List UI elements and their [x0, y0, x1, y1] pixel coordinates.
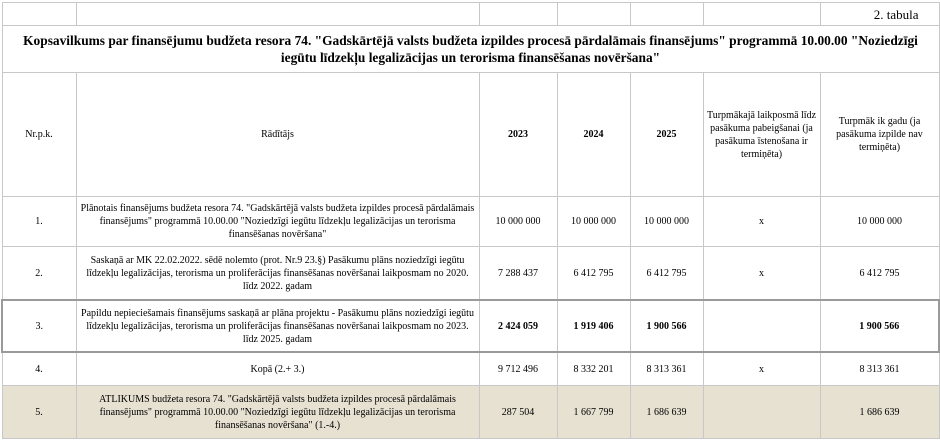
- row-until-end: x: [703, 352, 820, 386]
- header-until-end: Turpmākajā laikposmā līdz pasākuma pabeigšanai (ja pasākuma īstenošana ir termiņēta): [703, 73, 820, 197]
- row-2023: 7 288 437: [479, 247, 557, 301]
- row-2025: 8 313 361: [630, 352, 703, 386]
- row-2024: 1 667 799: [557, 386, 630, 439]
- row-2025: 10 000 000: [630, 197, 703, 247]
- row-annual: 6 412 795: [820, 247, 939, 301]
- row-until-end: [703, 300, 820, 352]
- row-nr: 4.: [2, 352, 76, 386]
- row-2025: 1 900 566: [630, 300, 703, 352]
- row-nr: 5.: [2, 386, 76, 439]
- row-annual: 8 313 361: [820, 352, 939, 386]
- row-until-end: [703, 386, 820, 439]
- row-2024: 6 412 795: [557, 247, 630, 301]
- table-row: [2, 352, 939, 386]
- table-label-row: [2, 3, 939, 26]
- table-row: [2, 300, 939, 352]
- table-label: 2. tabula: [820, 3, 939, 26]
- row-2023: 9 712 496: [479, 352, 557, 386]
- row-annual: 1 900 566: [820, 300, 939, 352]
- table-row: [2, 247, 939, 301]
- table-row: [2, 386, 939, 439]
- header-nr: Nr.p.k.: [2, 73, 76, 197]
- row-until-end: x: [703, 197, 820, 247]
- row-until-end: x: [703, 247, 820, 301]
- table-title: Kopsavilkums par finansējumu budžeta resora 74. "Gadskārtējā valsts budžeta izpildes procesā pārdalāmais finansējums" programmā 10.00.00 "Noziedzīgi iegūtu līdzekļu legalizācijas un terorisma finansēšanas novēršana": [2, 26, 939, 73]
- row-2023: 287 504: [479, 386, 557, 439]
- row-2025: 6 412 795: [630, 247, 703, 301]
- row-2023: 2 424 059: [479, 300, 557, 352]
- header-row: [2, 73, 939, 197]
- row-nr: 3.: [2, 300, 76, 352]
- row-2024: 8 332 201: [557, 352, 630, 386]
- header-annual: Turpmāk ik gadu (ja pasākuma izpilde nav termiņēta): [820, 73, 939, 197]
- row-nr: 1.: [2, 197, 76, 247]
- header-indicator: Rādītājs: [76, 73, 479, 197]
- summary-table: [1, 2, 940, 439]
- row-2023: 10 000 000: [479, 197, 557, 247]
- row-annual: 10 000 000: [820, 197, 939, 247]
- table-row: [2, 197, 939, 247]
- row-indicator: Kopā (2.+ 3.): [76, 352, 479, 386]
- header-2024: 2024: [557, 73, 630, 197]
- row-nr: 2.: [2, 247, 76, 301]
- row-indicator: Saskaņā ar MK 22.02.2022. sēdē nolemto (prot. Nr.9 23.§) Pasākumu plāns noziedzīgi iegūtu līdzekļu legalizācijas, terorisma un proliferācijas finansēšanas novēršanai laikposmam no 2020. līdz 2022. gadam: [76, 247, 479, 301]
- header-2023: 2023: [479, 73, 557, 197]
- header-2025: 2025: [630, 73, 703, 197]
- row-indicator: Plānotais finansējums budžeta resora 74. "Gadskārtējā valsts budžeta izpildes procesā pārdalāmais finansējums" programmā 10.00.00 "Noziedzīgi iegūtu līdzekļu legalizācijas un terorisma finansēšanas novēršana": [76, 197, 479, 247]
- title-row: [2, 26, 939, 73]
- row-annual: 1 686 639: [820, 386, 939, 439]
- row-indicator: Papildu nepieciešamais finansējums saskaņā ar plāna projektu - Pasākumu plāns noziedzīgi iegūtu līdzekļu legalizācijas, terorisma un proliferācijas finansēšanas novēršanai laikposmam no 2023. līdz 2025. gadam: [76, 300, 479, 352]
- row-2024: 10 000 000: [557, 197, 630, 247]
- row-indicator: ATLIKUMS budžeta resora 74. "Gadskārtējā valsts budžeta izpildes procesā pārdalāmais finansējums" programmā 10.00.00 "Noziedzīgi iegūtu līdzekļu legalizācijas un terorisma finansēšanas novēršana" (1.-4.): [76, 386, 479, 439]
- row-2024: 1 919 406: [557, 300, 630, 352]
- row-2025: 1 686 639: [630, 386, 703, 439]
